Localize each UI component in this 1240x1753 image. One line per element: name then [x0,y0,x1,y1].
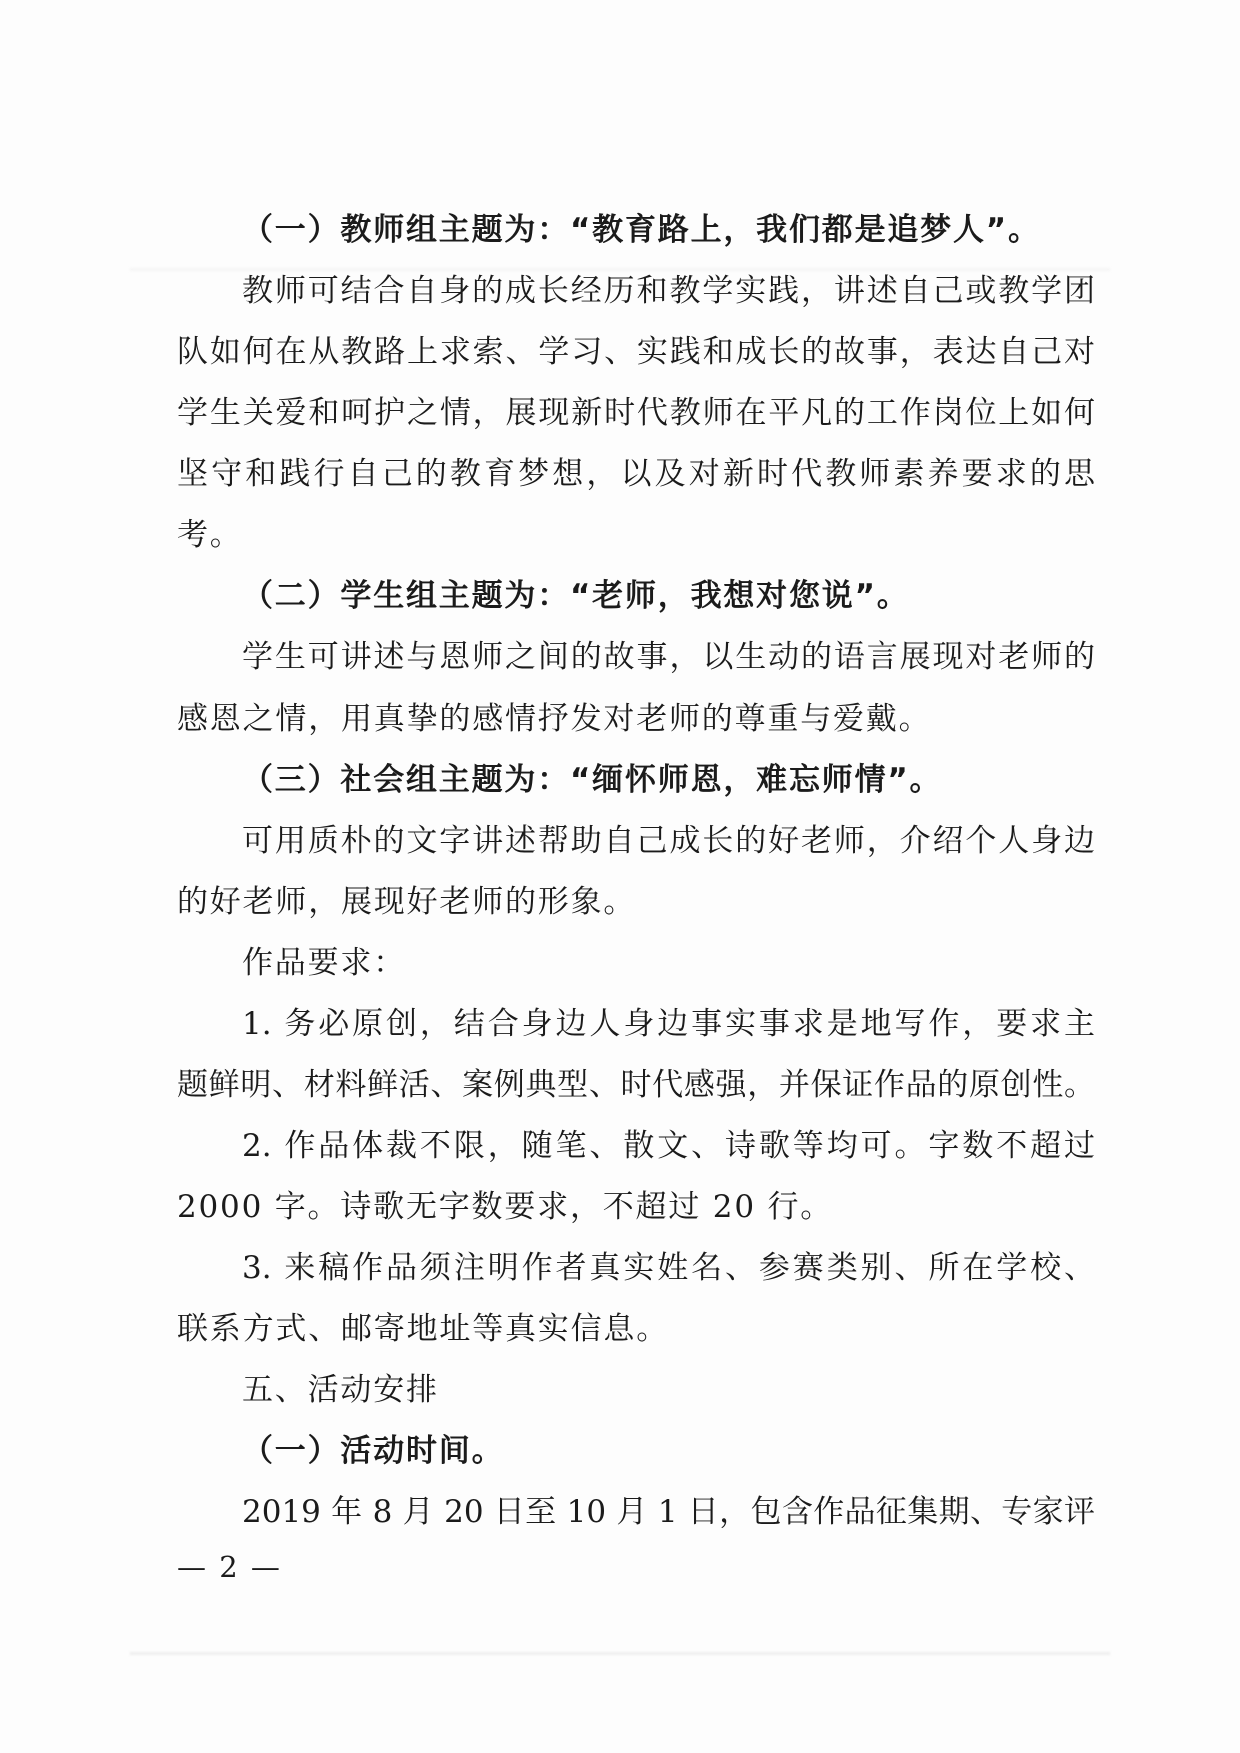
heading-student-group: （二）学生组主题为：“老师，我想对您说”。 [242,578,910,614]
society-group-text-line: 可用质朴的文字讲述帮助自己成长的好老师，介绍个人身边 [242,823,1095,859]
requirement-item-line: 2000 字。诗歌无字数要求，不超过 20 行。 [177,1189,834,1225]
heading-activity-arrangement: 五、活动安排 [242,1372,439,1408]
heading-requirements: 作品要求： [242,945,406,981]
student-group-text-line: 学生可讲述与恩师之间的故事，以生动的语言展现对老师的 [242,639,1095,675]
heading-society-group: （三）社会组主题为：“缅怀师恩，难忘师情”。 [242,762,943,798]
requirement-item-line: 联系方式、邮寄地址等真实信息。 [177,1311,669,1347]
requirement-item-line: 3. 来稿作品须注明作者真实姓名、参赛类别、所在学校、 [242,1250,1095,1286]
requirement-item-line: 题鲜明、材料鲜活、案例典型、时代感强，并保证作品的原创性。 [177,1067,1095,1103]
activity-time-text-line: 2019 年 8 月 20 日至 10 月 1 日，包含作品征集期、专家评 [242,1494,1095,1530]
teacher-group-text-line: 考。 [177,517,243,553]
student-group-text-line: 感恩之情，用真挚的感情抒发对老师的尊重与爱戴。 [177,701,932,737]
page-number: — 2 — [177,1550,282,1584]
society-group-text-line: 的好老师，展现好老师的形象。 [177,884,637,920]
teacher-group-text-line: 学生关爱和呵护之情，展现新时代教师在平凡的工作岗位上如何 [177,395,1095,431]
requirement-item-line: 2. 作品体裁不限，随笔、散文、诗歌等均可。字数不超过 [242,1128,1095,1164]
teacher-group-text-line: 坚守和践行自己的教育梦想，以及对新时代教师素养要求的思 [177,456,1095,492]
heading-teacher-group: （一）教师组主题为：“教育路上，我们都是追梦人”。 [242,212,1041,248]
scan-artifact [130,1652,1110,1655]
teacher-group-text-line: 队如何在从教路上求索、学习、实践和成长的故事，表达自己对 [177,334,1095,370]
teacher-group-text-line: 教师可结合自身的成长经历和教学实践，讲述自己或教学团 [242,273,1095,309]
subheading-activity-time: （一）活动时间。 [242,1433,505,1469]
requirement-item-line: 1. 务必原创，结合身边人身边事实事求是地写作，要求主 [242,1006,1095,1042]
